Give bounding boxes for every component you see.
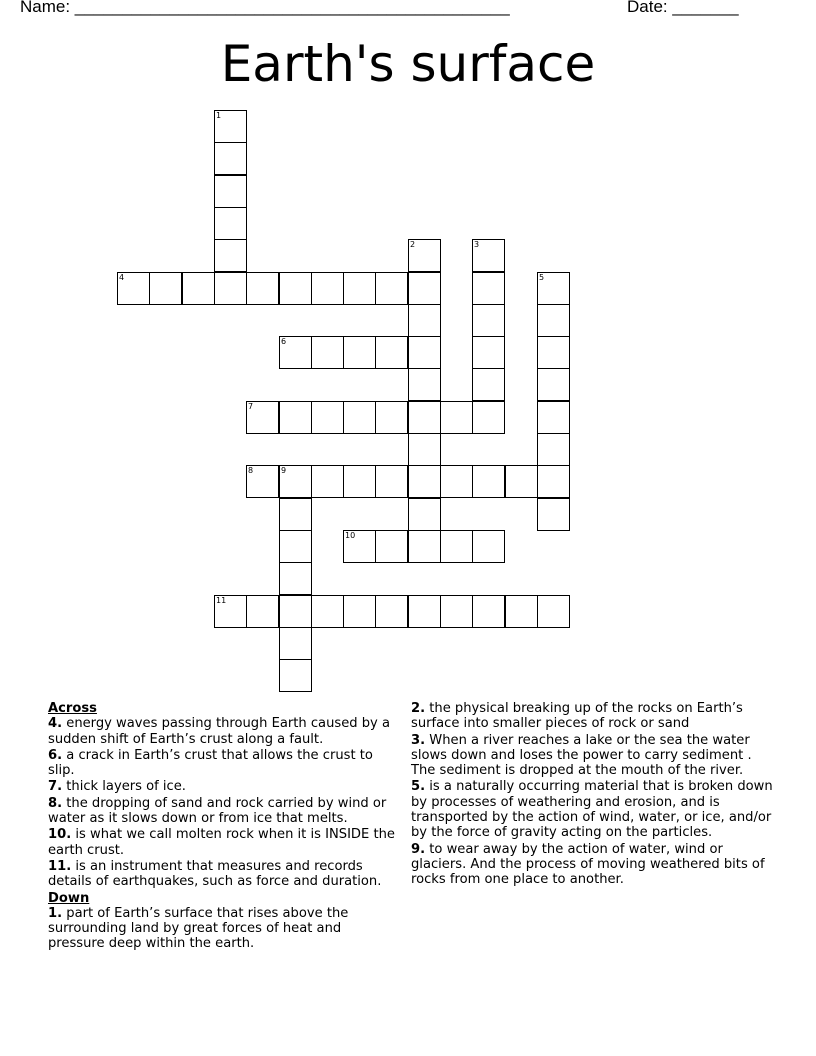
grid-cell[interactable]	[537, 304, 570, 337]
grid-cell[interactable]	[343, 336, 376, 369]
grid-cell[interactable]	[472, 304, 505, 337]
grid-cell[interactable]	[408, 433, 441, 466]
clue-text: When a river reaches a lake or the sea the water slows down and loses the power to carry sediment . The sediment is dropped at the mouth of the river.	[411, 732, 752, 779]
clue-text: the physical breaking up of the rocks on Earth’s surface into smaller pieces of rock or sand	[411, 701, 743, 732]
grid-cell[interactable]	[472, 368, 505, 401]
grid-cell[interactable]	[408, 336, 441, 369]
grid-cell[interactable]	[472, 401, 505, 434]
grid-cell[interactable]	[246, 595, 279, 628]
down-clue-2	[411, 701, 776, 732]
grid-cell[interactable]	[505, 595, 538, 628]
clue-number: 11.	[48, 858, 72, 874]
clue-number-label: 9	[281, 466, 287, 475]
grid-cell[interactable]	[214, 110, 247, 143]
grid-cell[interactable]	[440, 530, 473, 563]
down-heading: Down	[48, 890, 90, 906]
grid-cell[interactable]	[537, 272, 570, 305]
grid-cell[interactable]	[375, 272, 408, 305]
grid-cell[interactable]	[279, 562, 312, 595]
grid-cell[interactable]	[537, 368, 570, 401]
across-clue-10	[48, 827, 398, 858]
grid-cell[interactable]	[311, 336, 344, 369]
clue-number: 9.	[411, 841, 426, 857]
grid-cell[interactable]	[246, 272, 279, 305]
grid-cell[interactable]	[279, 498, 312, 531]
grid-cell[interactable]	[472, 239, 505, 272]
down-clue-5	[411, 779, 776, 840]
grid-cell[interactable]	[472, 530, 505, 563]
clues-right-column	[411, 701, 776, 889]
grid-cell[interactable]	[408, 368, 441, 401]
across-clue-8	[48, 796, 398, 827]
grid-cell[interactable]	[408, 272, 441, 305]
clue-number-label: 4	[119, 273, 125, 282]
grid-cell[interactable]	[214, 207, 247, 240]
grid-cell[interactable]	[182, 272, 215, 305]
grid-cell[interactable]	[408, 401, 441, 434]
clue-number: 1.	[48, 905, 63, 921]
clue-number: 6.	[48, 747, 63, 763]
grid-cell[interactable]	[408, 595, 441, 628]
clue-number: 2.	[411, 701, 426, 716]
grid-cell[interactable]	[279, 627, 312, 660]
across-heading: Across	[48, 701, 97, 716]
clue-number: 5.	[411, 779, 426, 795]
name-field[interactable]: Name: ______________________________________________	[20, 0, 510, 16]
grid-cell[interactable]	[537, 595, 570, 628]
clue-text: is a naturally occurring material that is broken down by processes of weathering and erosion, and is transported by the action of wind, water, or ice, and/or by the force of gravity acting on the particles.	[411, 779, 773, 841]
grid-cell[interactable]	[537, 336, 570, 369]
grid-cell[interactable]	[537, 433, 570, 466]
clue-text: thick layers of ice.	[66, 779, 186, 795]
grid-cell[interactable]	[537, 498, 570, 531]
grid-cell[interactable]	[375, 530, 408, 563]
clue-text: part of Earth’s surface that rises above the surrounding land by great forces of heat and pressure deep within the earth.	[48, 905, 349, 952]
grid-cell[interactable]	[375, 465, 408, 498]
across-clue-6	[48, 748, 398, 779]
clue-number: 8.	[48, 795, 63, 811]
grid-cell[interactable]	[343, 595, 376, 628]
grid-cell[interactable]	[440, 401, 473, 434]
grid-cell[interactable]	[279, 272, 312, 305]
down-clue-3	[411, 733, 776, 779]
clue-number-label: 6	[281, 337, 287, 346]
grid-cell[interactable]	[408, 498, 441, 531]
clue-number-label: 1	[216, 111, 222, 120]
grid-cell[interactable]	[505, 465, 538, 498]
clues-left-column	[48, 701, 398, 953]
grid-cell[interactable]	[375, 336, 408, 369]
grid-cell[interactable]	[440, 595, 473, 628]
grid-cell[interactable]	[375, 401, 408, 434]
clue-number-label: 7	[248, 402, 254, 411]
clue-number-label: 10	[345, 531, 356, 540]
clue-text: the dropping of sand and rock carried by wind or water as it slows down or from ice that melts.	[48, 795, 387, 827]
grid-cell[interactable]	[311, 465, 344, 498]
grid-cell[interactable]	[117, 272, 150, 305]
grid-cell[interactable]	[214, 595, 247, 628]
page-title: Earth's surface	[220, 35, 596, 93]
grid-cell[interactable]	[246, 401, 279, 434]
grid-cell[interactable]	[214, 239, 247, 272]
grid-cell[interactable]	[408, 530, 441, 563]
clue-number: 3.	[411, 732, 426, 748]
clue-number-label: 5	[539, 273, 545, 282]
grid-cell[interactable]	[311, 595, 344, 628]
grid-cell[interactable]	[214, 142, 247, 175]
grid-cell[interactable]	[472, 272, 505, 305]
grid-cell[interactable]	[440, 465, 473, 498]
grid-cell[interactable]	[343, 401, 376, 434]
clue-text: is what we call molten rock when it is INSIDE the earth crust.	[48, 827, 395, 858]
grid-cell[interactable]	[279, 530, 312, 563]
grid-cell[interactable]	[408, 304, 441, 337]
clue-text: energy waves passing through Earth caused by a sudden shift of Earth’s crust along a fault.	[48, 716, 390, 747]
grid-cell[interactable]	[279, 336, 312, 369]
grid-cell[interactable]	[311, 272, 344, 305]
clue-number-label: 3	[474, 240, 480, 249]
grid-cell[interactable]	[279, 659, 312, 692]
clue-text: is an instrument that measures and records details of earthquakes, such as force and duration.	[48, 858, 382, 890]
across-clue-4	[48, 716, 398, 747]
grid-cell[interactable]	[279, 595, 312, 628]
clue-number: 4.	[48, 716, 63, 732]
grid-cell[interactable]	[343, 530, 376, 563]
clue-text: to wear away by the action of water, wind or glaciers. And the process of moving weathered bits of rocks from one place to another.	[411, 841, 765, 888]
grid-cell[interactable]	[472, 595, 505, 628]
grid-cell[interactable]	[279, 465, 312, 498]
clue-number: 7.	[48, 779, 63, 795]
grid-cell[interactable]	[214, 175, 247, 208]
grid-cell[interactable]	[408, 239, 441, 272]
grid-cell[interactable]	[246, 465, 279, 498]
grid-cell[interactable]	[472, 336, 505, 369]
down-clue-1	[48, 906, 398, 952]
grid-cell[interactable]	[408, 465, 441, 498]
down-clue-9	[411, 842, 776, 888]
across-clue-7	[48, 779, 398, 794]
grid-cell[interactable]	[149, 272, 182, 305]
grid-cell[interactable]	[214, 272, 247, 305]
across-clue-11	[48, 859, 398, 890]
clue-text: a crack in Earth’s crust that allows the crust to slip.	[48, 747, 373, 779]
clue-number-label: 11	[216, 596, 227, 605]
grid-cell[interactable]	[279, 401, 312, 434]
grid-cell[interactable]	[311, 401, 344, 434]
clue-number-label: 2	[410, 240, 416, 249]
clue-number: 10.	[48, 827, 72, 843]
grid-cell[interactable]	[343, 272, 376, 305]
clue-number-label: 8	[248, 466, 254, 475]
grid-cell[interactable]	[343, 465, 376, 498]
date-field[interactable]: Date: _______	[627, 0, 739, 16]
grid-cell[interactable]	[537, 401, 570, 434]
grid-cell[interactable]	[375, 595, 408, 628]
grid-cell[interactable]	[537, 465, 570, 498]
grid-cell[interactable]	[472, 465, 505, 498]
